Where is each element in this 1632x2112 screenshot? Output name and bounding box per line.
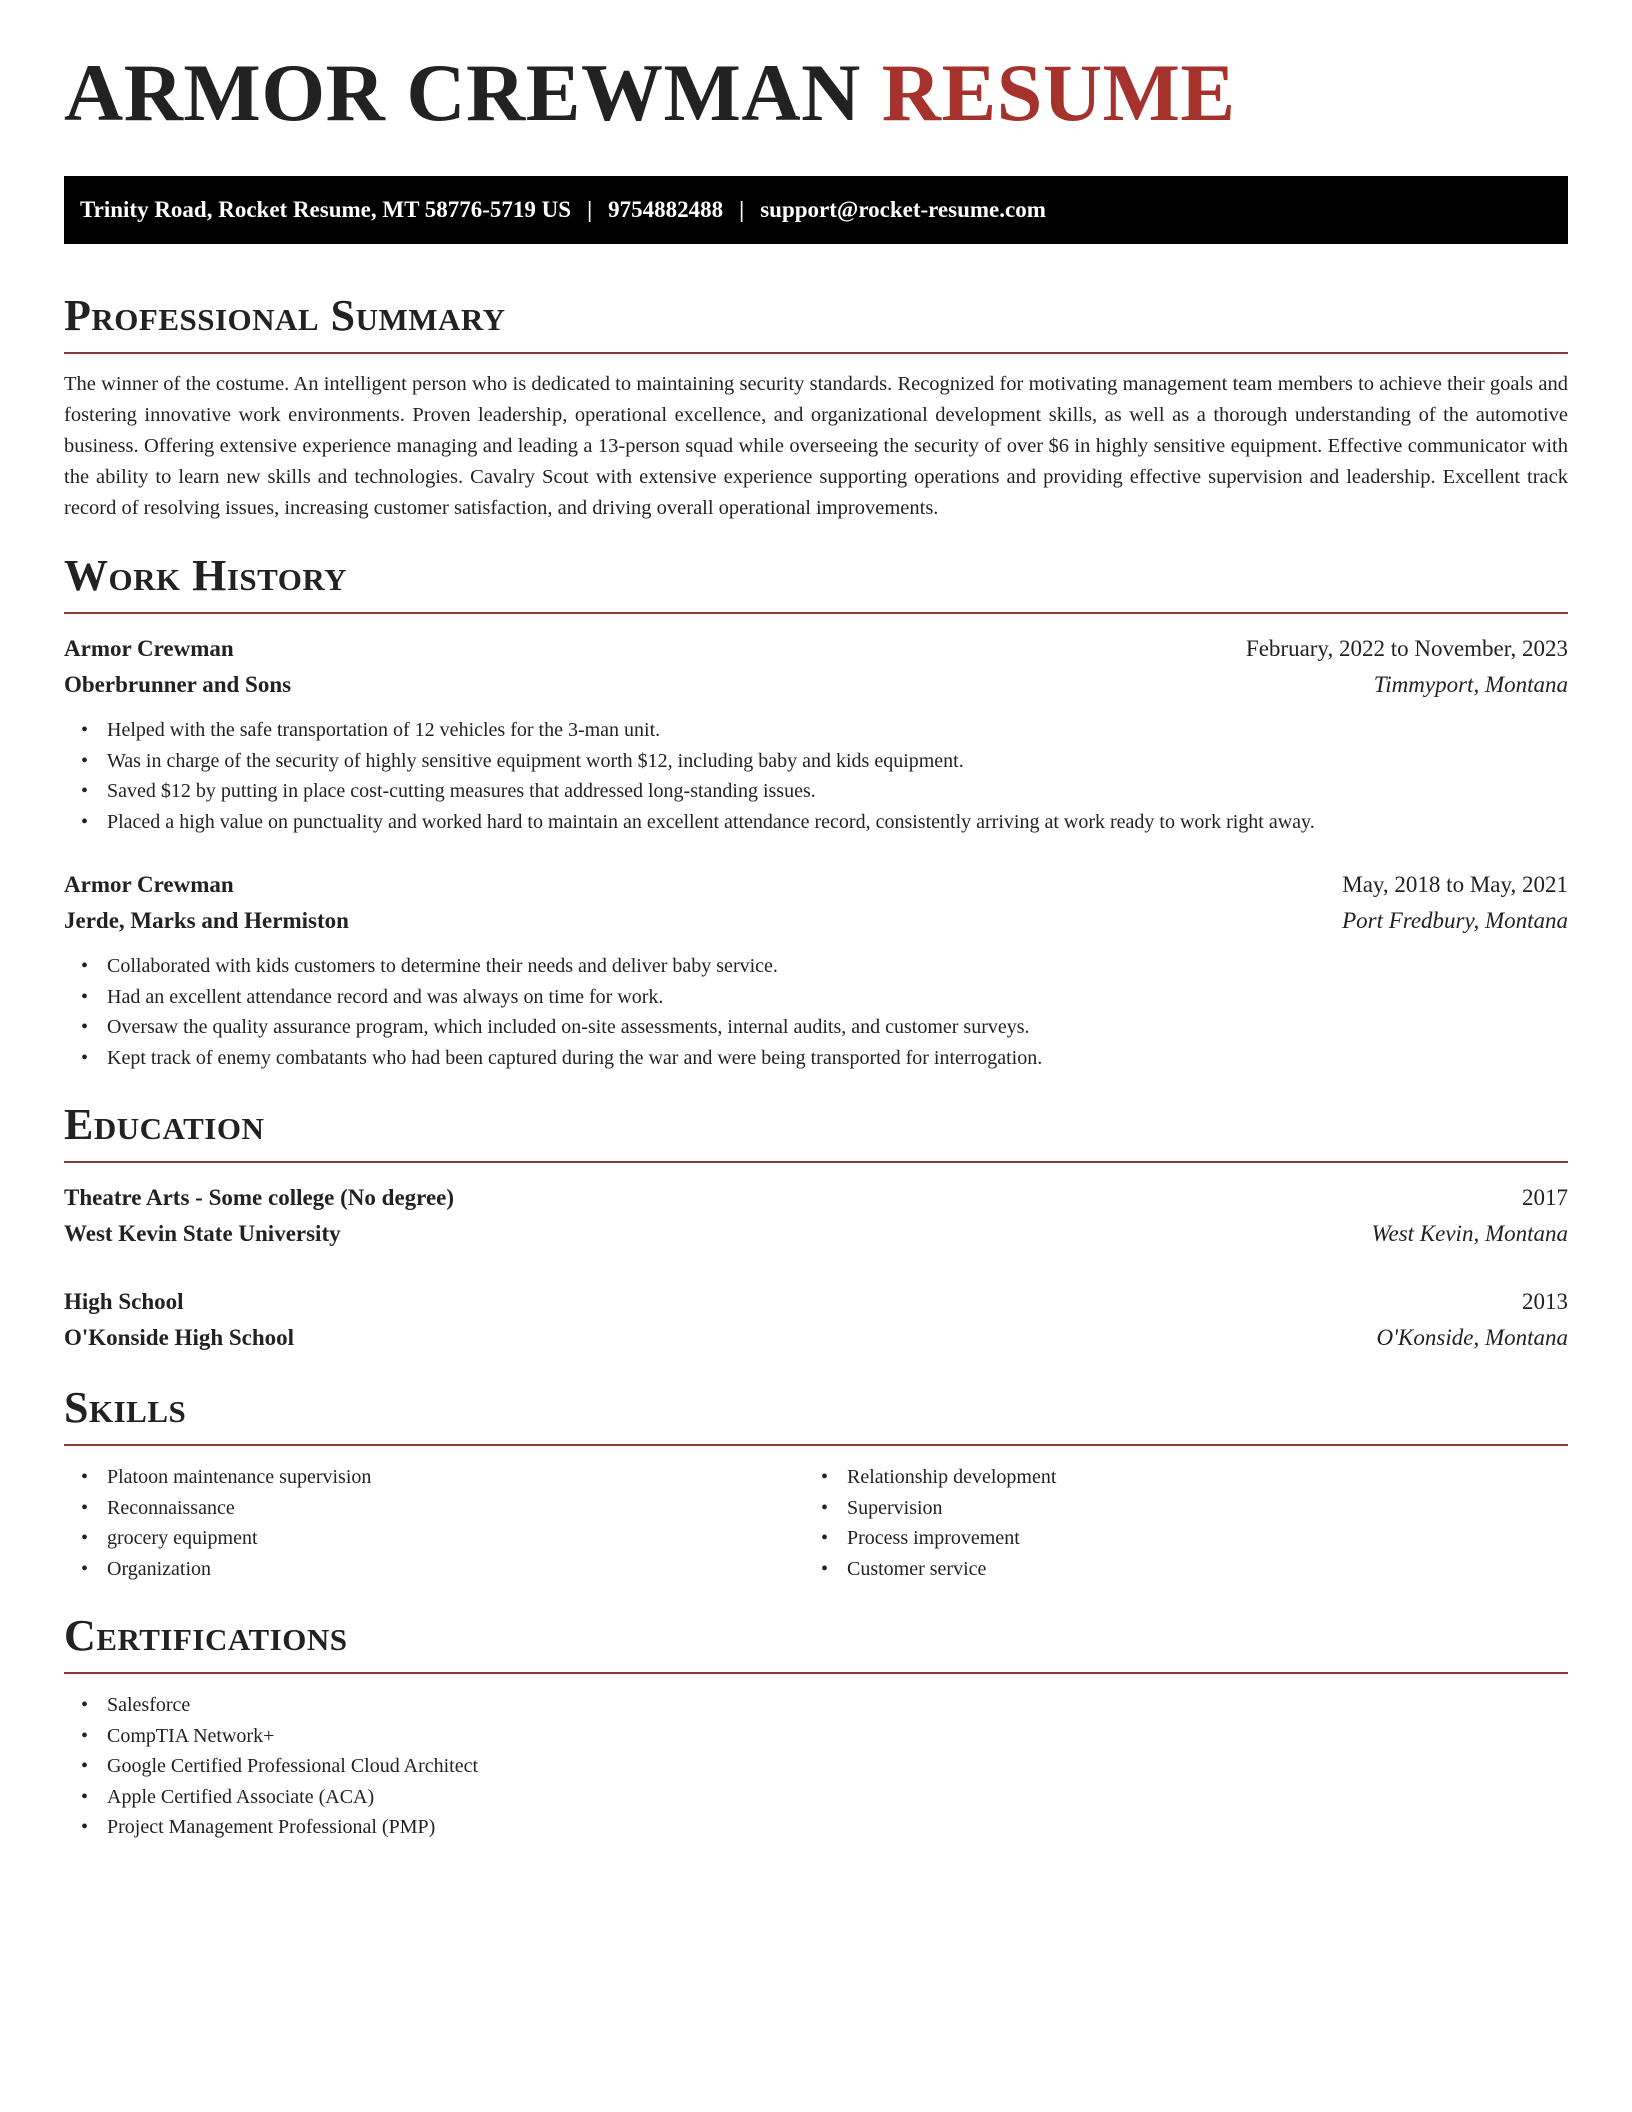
work-history-title: Work History [64, 554, 1568, 614]
certifications-section [64, 1611, 1568, 1843]
job-bullet: • Oversaw the quality assurance program, which included on-site assessments, internal audits, and customer surveys. [64, 1012, 1568, 1043]
skill-item: • Process improvement [804, 1523, 1544, 1554]
job-entry [64, 867, 1568, 1073]
contact-separator: | [739, 197, 745, 222]
job-bullet: • Kept track of enemy combatants who had been captured during the war and were being transported for interrogation. [64, 1043, 1568, 1074]
job-company: Jerde, Marks and Hermiston [64, 908, 349, 933]
summary-section [64, 291, 1568, 524]
contact-email: support@rocket-resume.com [760, 197, 1046, 222]
education-school-row [64, 1320, 1568, 1356]
job-bullet: • Placed a high value on punctuality and worked hard to maintain an excellent attendance record, consistently arriving at work ready to work right away. [64, 807, 1568, 838]
job-bullet: • Was in charge of the security of highly sensitive equipment worth $12, including baby and kids equipment. [64, 746, 1568, 777]
job-bullet: • Collaborated with kids customers to determine their needs and deliver baby service. [64, 951, 1568, 982]
certification-item: • CompTIA Network+ [64, 1721, 1568, 1752]
certification-item: • Apple Certified Associate (ACA) [64, 1782, 1568, 1813]
skill-item: • Platoon maintenance supervision [64, 1462, 804, 1493]
certifications-title: Certifications [64, 1614, 1568, 1674]
education-title: Education [64, 1103, 1568, 1163]
name-header [64, 0, 1568, 138]
contact-bar [64, 176, 1568, 244]
job-bullet: • Helped with the safe transportation of 12 vehicles for the 3-man unit. [64, 715, 1568, 746]
resume-accent-word: RESUME [881, 47, 1236, 138]
skill-item: • Customer service [804, 1554, 1544, 1585]
job-header-row [64, 631, 1568, 667]
skill-item: • Reconnaissance [64, 1493, 804, 1524]
education-location: West Kevin, Montana [1371, 1221, 1568, 1246]
skills-section [64, 1383, 1568, 1584]
education-degree: High School [64, 1289, 184, 1314]
skills-grid [64, 1462, 1568, 1584]
job-bullet: • Had an excellent attendance record and was always on time for work. [64, 982, 1568, 1013]
job-bullets [64, 715, 1568, 837]
job-dates: February, 2022 to November, 2023 [1245, 636, 1568, 661]
certification-item: • Project Management Professional (PMP) [64, 1812, 1568, 1843]
certification-item: • Google Certified Professional Cloud Architect [64, 1751, 1568, 1782]
skill-item: • grocery equipment [64, 1523, 804, 1554]
education-school: O'Konside High School [64, 1325, 295, 1350]
certification-item: • Salesforce [64, 1690, 1568, 1721]
skills-title: Skills [64, 1386, 1568, 1446]
job-dates: May, 2018 to May, 2021 [1342, 872, 1568, 897]
education-degree: Theatre Arts - Some college (No degree) [64, 1185, 455, 1210]
resume-title [64, 47, 1568, 138]
job-company-row [64, 903, 1568, 939]
education-school: West Kevin State University [64, 1221, 341, 1246]
skills-list-right [804, 1462, 1544, 1584]
job-entry [64, 631, 1568, 837]
contact-phone: 9754882488 [608, 197, 724, 222]
certifications-list [64, 1690, 1568, 1843]
job-bullet: • Saved $12 by putting in place cost-cutting measures that addressed long-standing issues. [64, 776, 1568, 807]
job-location: Timmyport, Montana [1373, 672, 1568, 697]
skills-list-left [64, 1462, 804, 1584]
education-entry [64, 1180, 1568, 1252]
job-role: Armor Crewman [64, 872, 234, 897]
skill-item: • Organization [64, 1554, 804, 1585]
contact-separator: | [587, 197, 593, 222]
summary-text: The winner of the costume. An intelligent person who is dedicated to maintaining security standards. Recognized for motivating management team members to achieve their goals and fostering innovative work environments. Proven leadership, operational excellence, and organizational development skills, as well as a thorough understanding of the automotive business. Offering extensive experience managing and leading a 13-person squad while overseeing the security of over $6 in highly sensitive equipment. Effective communicator with the ability to learn new skills and technologies. Cavalry Scout with extensive experience supporting operations and providing effective supervision and leadership. Excellent track record of resolving issues, increasing customer satisfaction, and driving overall operational improvements. [64, 373, 1568, 519]
education-year: 2017 [1522, 1185, 1568, 1210]
contact-address: Trinity Road, Rocket Resume, MT 58776-5719 US [80, 197, 572, 222]
summary-title: Professional Summary [64, 294, 1568, 354]
job-company-row [64, 667, 1568, 703]
job-location: Port Fredbury, Montana [1342, 908, 1568, 933]
job-company: Oberbrunner and Sons [64, 672, 292, 697]
education-header-row [64, 1180, 1568, 1216]
education-header-row [64, 1284, 1568, 1320]
education-year: 2013 [1522, 1289, 1568, 1314]
candidate-name: ARMOR CREWMAN [64, 47, 861, 138]
job-header-row [64, 867, 1568, 903]
education-location: O'Konside, Montana [1376, 1325, 1568, 1350]
job-bullets [64, 951, 1568, 1073]
education-section [64, 1100, 1568, 1356]
work-history-section [64, 551, 1568, 1073]
education-school-row [64, 1216, 1568, 1252]
skill-item: • Relationship development [804, 1462, 1544, 1493]
job-role: Armor Crewman [64, 636, 234, 661]
skill-item: • Supervision [804, 1493, 1544, 1524]
education-entry [64, 1284, 1568, 1356]
